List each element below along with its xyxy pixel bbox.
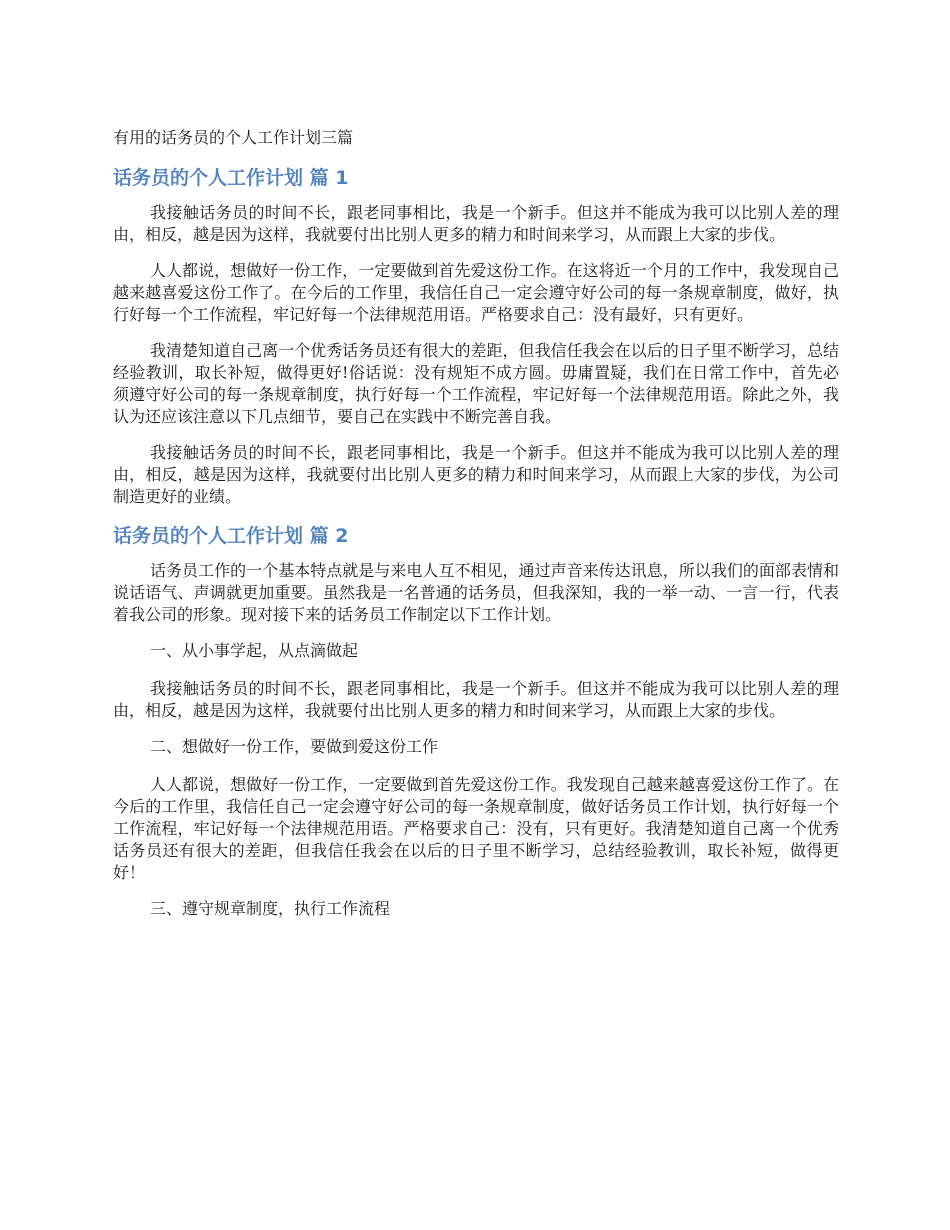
paragraph: 我接触话务员的时间不长，跟老同事相比，我是一个新手。但这并不能成为我可以比别人差的理由，相反，越是因为这样，我就要付出比别人更多的精力和时间来学习，从而跟上大家的步伐。 (113, 203, 839, 244)
list-item-heading: 二、想做好一份工作，要做到爱这份工作 (150, 737, 439, 756)
list-item-heading: 一、从小事学起，从点滴做起 (150, 641, 359, 660)
paragraph: 话务员工作的一个基本特点就是与来电人互不相见，通过声音来传达讯息，所以我们的面部表情和说话语气、声调就更加重要。虽然我是一名普通的话务员，但我深知，我的一举一动、一言一行，代表着我公司的形象。现对接下来的话务员工作制定以下工作计划。 (113, 561, 839, 624)
list-item-heading: 三、遵守规章制度，执行工作流程 (150, 899, 391, 918)
section-heading: 话务员的个人工作计划 篇 1 (113, 167, 349, 189)
paragraph: 人人都说，想做好一份工作，一定要做到首先爱这份工作。在这将近一个月的工作中，我发现自己越来越喜爱这份工作了。在今后的工作里，我信任自己一定会遵守好公司的每一条规章制度，做好，执行好每一个工作流程，牢记好每一个法律规范用语。严格要求自己：没有最好，只有更好。 (113, 261, 839, 324)
paragraph: 我清楚知道自己离一个优秀话务员还有很大的差距，但我信任我会在以后的日子里不断学习，总结经验教训，取长补短，做得更好!俗话说：没有规矩不成方圆。毋庸置疑，我们在日常工作中，首先必须遵守好公司的每一条规章制度，执行好每一个工作流程，牢记好每一个法律规范用语。除此之外，我认为还应该注意以下几点细节，要自己在实践中不断完善自我。 (113, 341, 839, 426)
document-title: 有用的话务员的个人工作计划三篇 (113, 128, 354, 147)
document-page (113, 126, 839, 936)
section-2 (113, 522, 839, 920)
section-heading: 话务员的个人工作计划 篇 2 (113, 525, 349, 547)
section-1 (113, 164, 839, 508)
paragraph: 我接触话务员的时间不长，跟老同事相比，我是一个新手。但这并不能成为我可以比别人差的理由，相反，越是因为这样，我就要付出比别人更多的精力和时间来学习，从而跟上大家的步伐。 (113, 679, 839, 720)
paragraph: 人人都说，想做好一份工作，一定要做到首先爱这份工作。我发现自己越来越喜爱这份工作了。在今后的工作里，我信任自己一定会遵守好公司的每一条规章制度，做好话务员工作计划，执行好每一个工作流程，牢记好每一个法律规范用语。严格要求自己：没有，只有更好。我清楚知道自己离一个优秀话务员还有很大的差距，但我信任我会在以后的日子里不断学习，总结经验教训，取长补短，做得更好！ (113, 775, 839, 882)
paragraph: 我接触话务员的时间不长，跟老同事相比，我是一个新手。但这并不能成为我可以比别人差的理由，相反，越是因为这样，我就要付出比别人更多的精力和时间来学习，从而跟上大家的步伐，为公司制造更好的业绩。 (113, 443, 839, 506)
